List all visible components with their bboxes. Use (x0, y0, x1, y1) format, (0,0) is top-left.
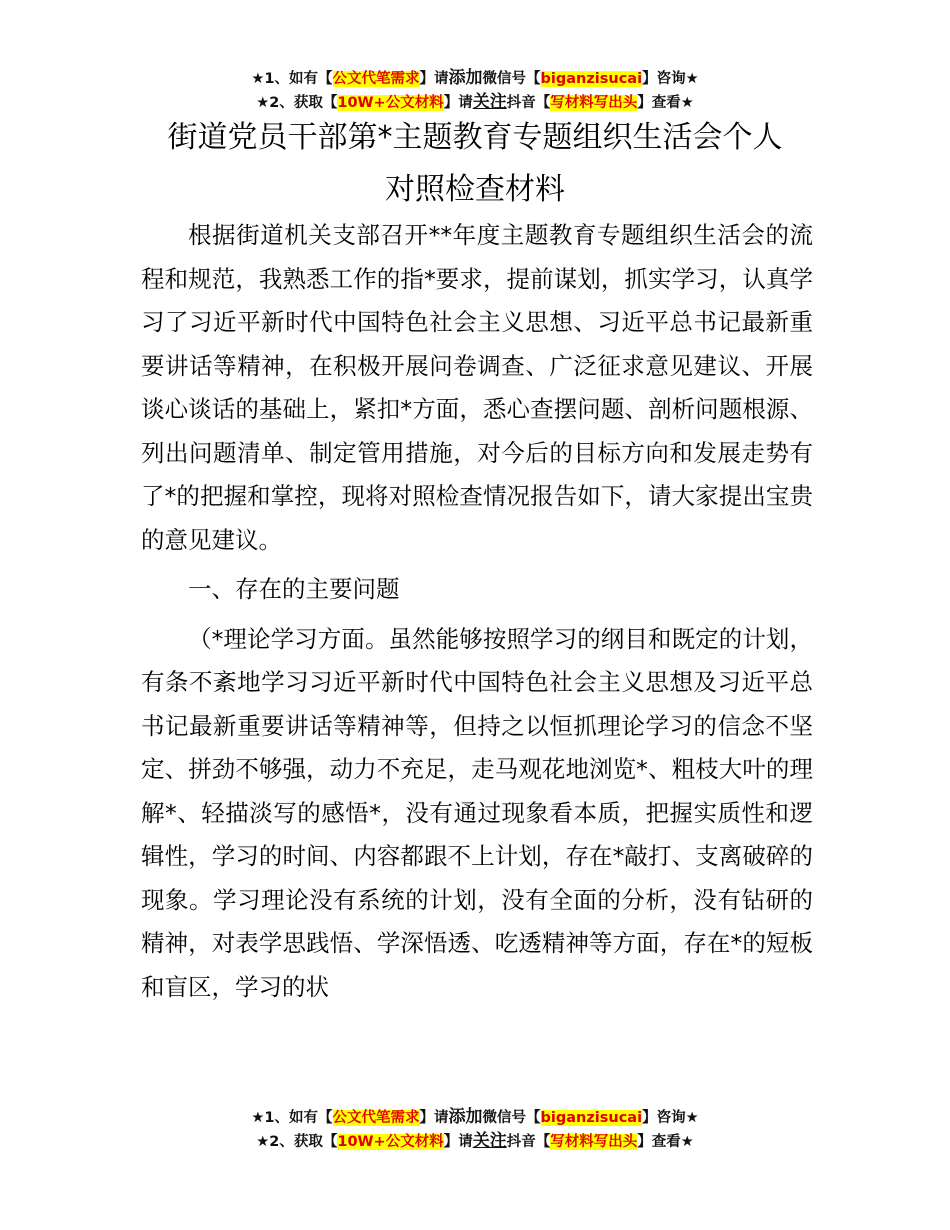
header-promo-banner (0, 67, 950, 115)
footer-promo-banner (0, 1106, 950, 1154)
intro-paragraph: 根据街道机关支部召开**年度主题教育专题组织生活会的流程和规范，我熟悉工作的指*要求，提前谋划，抓实学习，认真学习了习近平新时代中国特色社会主义思想、习近平总书记最新重要讲话等精神，在积极开展问卷调查、广泛征求意见建议、开展谈心谈话的基础上，紧扣*方面，悉心查摆问题、剖析问题根源、列出问题清单、制定管用措施，对今后的目标方向和发展走势有了*的把握和掌控，现将对照检查情况报告如下，请大家提出宝贵的意见建议。 (141, 221, 813, 554)
title-line-2: 对照检查材料 (385, 172, 565, 207)
promo-highlight: 10W+公文材料 (337, 1134, 444, 1150)
promo-douyin-account: 写材料写出头 (550, 95, 638, 111)
document-title (70, 112, 880, 216)
promo-douyin-account: 写材料写出头 (550, 1134, 638, 1150)
promo-wechat-id: biganzisucai (540, 71, 643, 87)
promo-line-2: ★2、获取【10W+公文材料】请关注抖音【写材料写出头】查看★ (256, 1131, 694, 1151)
promo-line-2: ★2、获取【10W+公文材料】请关注抖音【写材料写出头】查看★ (256, 92, 694, 112)
document-body (141, 214, 813, 1009)
promo-highlight: 10W+公文材料 (337, 95, 444, 111)
title-line-1: 街道党员干部第*主题教育专题组织生活会个人 (167, 120, 783, 155)
promo-highlight: 公文代笔需求 (332, 71, 420, 87)
promo-line-1: ★1、如有【公文代笔需求】请添加微信号【biganzisucai】咨询★ (251, 1107, 699, 1127)
section-heading: 一、存在的主要问题 (188, 575, 400, 603)
promo-highlight: 公文代笔需求 (332, 1110, 420, 1126)
body-paragraph: （*理论学习方面。虽然能够按照学习的纲目和既定的计划，有条不紊地学习习近平新时代中国特色社会主义思想及习近平总书记最新重要讲话等精神等，但持之以恒抓理论学习的信念不坚定、拼劲不够强，动力不充足，走马观花地浏览*、粗枝大叶的理解*、轻描淡写的感悟*，没有通过现象看本质，把握实质性和逻辑性，学习的时间、内容都跟不上计划，存在*敲打、支离破碎的现象。学习理论没有系统的计划，没有全面的分析，没有钻研的精神，对表学思践悟、学深悟透、吃透精神等方面，存在*的短板和盲区，学习的状 (141, 624, 813, 1001)
promo-wechat-id: biganzisucai (540, 1110, 643, 1126)
promo-line-1: ★1、如有【公文代笔需求】请添加微信号【biganzisucai】咨询★ (251, 68, 699, 88)
